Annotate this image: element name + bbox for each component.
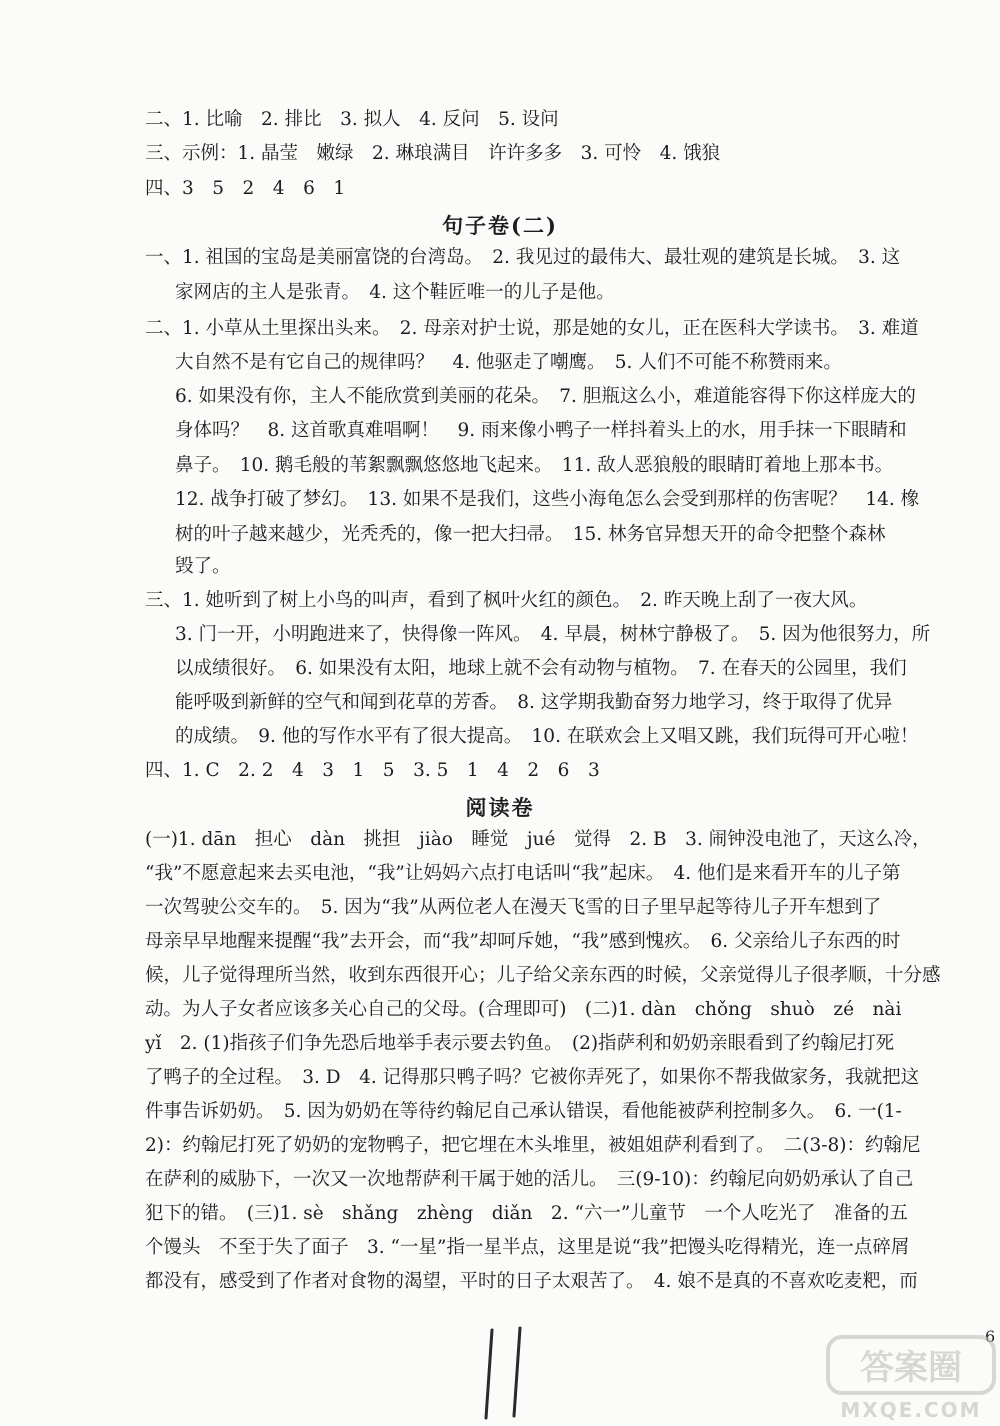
text-line: 身体吗？ 8. 这首歌真难唱啊！ 9. 雨来像小鸭子一样抖着头上的水，用手抹一下眼睛和: [175, 420, 907, 441]
watermark-url: MXQE.COM: [840, 1398, 982, 1422]
text-line: 家网店的主人是张青。 4. 这个鞋匠唯一的儿子是他。: [175, 282, 615, 303]
text-line: 动。为人子女者应该多关心自己的父母。(合理即可) (二)1. dàn chǒng shuò zé nài: [145, 999, 902, 1020]
text-line: 树的叶子越来越少，光秃秃的，像一把大扫帚。 15. 林务官异想天开的命令把整个森林: [175, 524, 886, 545]
text-line: 件事告诉奶奶。 5. 因为奶奶在等待约翰尼自己承认错误，看他能被萨利控制多久。 6. 一(1-: [145, 1101, 902, 1122]
text-line: 大自然不是有它自己的规律吗？ 4. 他驱走了嘲鹰。 5. 人们不可能不称赞雨来。: [175, 352, 842, 373]
text-line: 能呼吸到新鲜的空气和闻到花草的芳香。 8. 这学期我勤奋努力地学习，终于取得了优异: [175, 692, 893, 713]
text-line: 在萨利的威胁下，一次又一次地帮萨利干属于她的活儿。 三(9-10)：约翰尼向奶奶承认了自己: [145, 1169, 914, 1190]
page-number: 6: [985, 1327, 996, 1346]
text-line: 都没有，感受到了作者对食物的渴望，平时的日子太艰苦了。 4. 娘不是真的不喜欢吃麦粑，而: [145, 1271, 918, 1292]
handwritten-mark-icon: [470, 1322, 540, 1422]
text-line: yǐ 2. (1)指孩子们争先恐后地举手表示要去钓鱼。 (2)指萨利和奶奶亲眼看到了约翰尼打死: [145, 1033, 895, 1054]
section-title: 句子卷(二): [442, 213, 558, 238]
text-line: 鼻子。 10. 鹅毛般的苇絮飘飘悠悠地飞起来。 11. 敌人恶狼般的眼睛盯着地上那本书。: [175, 455, 894, 476]
text-line: 三、1. 她听到了树上小鸟的叫声，看到了枫叶火红的颜色。 2. 昨天晚上刮了一夜大风。: [145, 590, 868, 611]
text-line: (一)1. dān 担心 dàn 挑担 jiào 睡觉 jué 觉得 2. B 3. 闹钟没电池了，天这么冷，: [145, 829, 931, 850]
text-line: 12. 战争打破了梦幻。 13. 如果不是我们，这些小海龟怎么会受到那样的伤害呢？ 14. 橡: [175, 489, 920, 510]
text-line: 3. 门一开，小明跑进来了，快得像一阵风。 4. 早晨，树林宁静极了。 5. 因为他很努力，所: [175, 624, 931, 645]
text-line: 个馒头 不至于失了面子 3. “一星”指一星半点，这里是说“我”把馒头吃得精光，连一点碎屑: [145, 1237, 910, 1258]
text-line: 毁了。: [175, 556, 231, 577]
text-line: 一次驾驶公交车的。 5. 因为“我”从两位老人在漫天飞雪的日子里早起等待儿子开车想到了: [145, 897, 882, 918]
text-line: 三、示例：1. 晶莹 嫩绿 2. 琳琅满目 许许多多 3. 可怜 4. 饿狼: [145, 143, 721, 164]
text-line: 二、1. 小草从土里探出头来。 2. 母亲对护士说，那是她的女儿，正在医科大学读书。 3. 难道: [145, 318, 919, 339]
text-line: 四、1. C 2. 2 4 3 1 5 3. 5 1 4 2 6 3: [145, 760, 600, 781]
text-line: 以成绩很好。 6. 如果没有太阳，地球上就不会有动物与植物。 7. 在春天的公园里，我们: [175, 658, 907, 679]
text-line: 母亲早早地醒来提醒“我”去开会，而“我”却呵斥她，“我”感到愧疚。 6. 父亲给儿子东西的时: [145, 931, 901, 952]
section-title: 阅读卷: [465, 795, 535, 820]
text-line: 6. 如果没有你，主人不能欣赏到美丽的花朵。 7. 胆瓶这么小，难道能容得下你这样庞大的: [175, 386, 916, 407]
text-line: 二、1. 比喻 2. 排比 3. 拟人 4. 反问 5. 设问: [145, 109, 559, 130]
watermark-logo-icon: [826, 1335, 996, 1425]
text-line: 一、1. 祖国的宝岛是美丽富饶的台湾岛。 2. 我见过的最伟大、最壮观的建筑是长城。 3. 这: [145, 247, 901, 268]
text-line: 四、3 5 2 4 6 1: [145, 178, 346, 199]
text-line: “我”不愿意起来去买电池，“我”让妈妈六点打电话叫“我”起床。 4. 他们是来看开车的儿子第: [145, 863, 901, 884]
text-line: 犯下的错。 (三)1. sè shǎng zhèng diǎn 2. “六一”儿童节 一个人吃光了 准备的五: [145, 1203, 908, 1224]
text-line: 2)：约翰尼打死了奶奶的宠物鸭子，把它埋在木头堆里，被姐姐萨利看到了。 二(3-8)：约翰尼: [145, 1135, 921, 1156]
text-line: 的成绩。 9. 他的写作水平有了很大提高。 10. 在联欢会上又唱又跳，我们玩得可开心啦！: [175, 726, 919, 747]
text-line: 了鸭子的全过程。 3. D 4. 记得那只鸭子吗？它被你弄死了，如果你不帮我做家务，我就把这: [145, 1067, 920, 1088]
watermark-title: 答案圈: [860, 1348, 962, 1388]
text-line: 候，儿子觉得理所当然，收到东西很开心；儿子给父亲东西的时候，父亲觉得儿子很孝顺，十分感: [145, 965, 941, 986]
